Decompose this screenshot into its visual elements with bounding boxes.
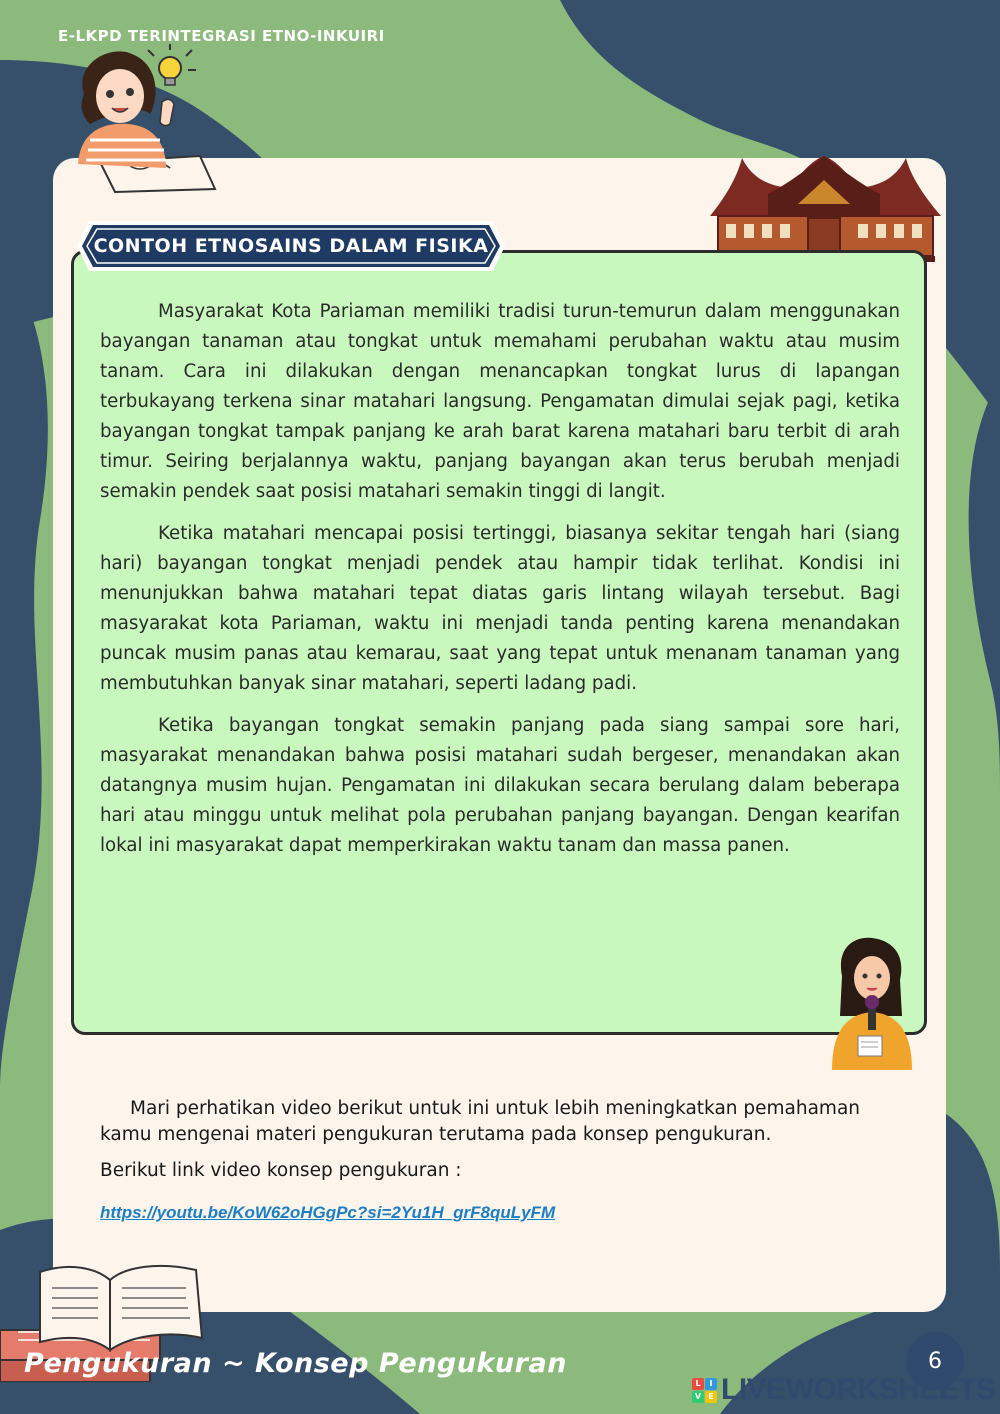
- header-label: E-LKPD TERINTEGRASI ETNO-INKUIRI: [58, 27, 385, 45]
- logo-letter: V: [692, 1391, 704, 1403]
- etnosains-text: [100, 297, 900, 873]
- logo-letter: L: [692, 1378, 704, 1390]
- section-title: CONTOH ETNOSAINS DALAM FISIKA: [93, 235, 489, 257]
- logo-letter: E: [705, 1391, 717, 1403]
- reporter-illustration: [828, 936, 916, 1070]
- video-section: [100, 1096, 900, 1226]
- page-number: 6: [906, 1332, 964, 1390]
- liveworksheets-logo[interactable]: [692, 1373, 996, 1407]
- paragraph: Ketika matahari mencapai posisi tertinggi, biasanya sekitar tengah hari (siang hari) bayangan tongkat menjadi pendek atau hampir tidak terlihat. Kondisi ini menunjukkan bahwa matahari tepat diatas garis lintang wilayah tersebut. Bagi masyarakat kota Pariaman, waktu ini menjadi tanda penting karena menandakan puncak musim panas atau kemarau, saat yang tepat untuk menanam tanaman yang membutuhkan banyak sinar matahari, seperti ladang padi.: [100, 523, 900, 694]
- logo-letter: I: [705, 1378, 717, 1390]
- video-link-label: Berikut link video konsep pengukuran :: [100, 1160, 462, 1181]
- liveworksheets-icon: [692, 1378, 717, 1403]
- paragraph: Masyarakat Kota Pariaman memiliki tradisi turun-temurun dalam menggunakan bayangan tanaman atau tongkat untuk memahami perubahan waktu atau musim tanam. Cara ini dilakukan dengan menancapkan tongkat lurus di lapangan terbukayang terkena sinar matahari langsung. Pengamatan dimulai sejak pagi, ketika bayangan tongkat tampak panjang ke arah barat karena matahari baru terbit di arah timur. Seiring berjalannya waktu, panjang bayangan akan terus berubah menjadi semakin pendek saat posisi matahari semakin tinggi di langit.: [100, 301, 900, 502]
- video-link[interactable]: https://youtu.be/KoW62oHGgPc?si=2Yu1H_grF8quLyFM: [100, 1203, 556, 1222]
- girl-idea-illustration: [70, 44, 220, 194]
- liveworksheets-brand: LIVEWORKSHEETS: [721, 1373, 996, 1406]
- footer-title: Pengukuran ~ Konsep Pengukuran: [24, 1348, 567, 1379]
- video-intro-text: Mari perhatikan video berikut untuk ini untuk lebih meningkatkan pemahaman kamu mengenai materi pengukuran terutama pada konsep pengukuran.: [100, 1098, 861, 1145]
- paragraph: Ketika bayangan tongkat semakin panjang pada siang sampai sore hari, masyarakat menandakan bahwa posisi matahari sudah bergeser, menandakan akan datangnya musim hujan. Pengamatan ini dilakukan secara berulang dalam beberapa hari atau minggu untuk melihat pola perubahan panjang bayangan. Dengan kearifan lokal ini masyarakat dapat memperkirakan waktu tanam dan massa panen.: [100, 715, 900, 856]
